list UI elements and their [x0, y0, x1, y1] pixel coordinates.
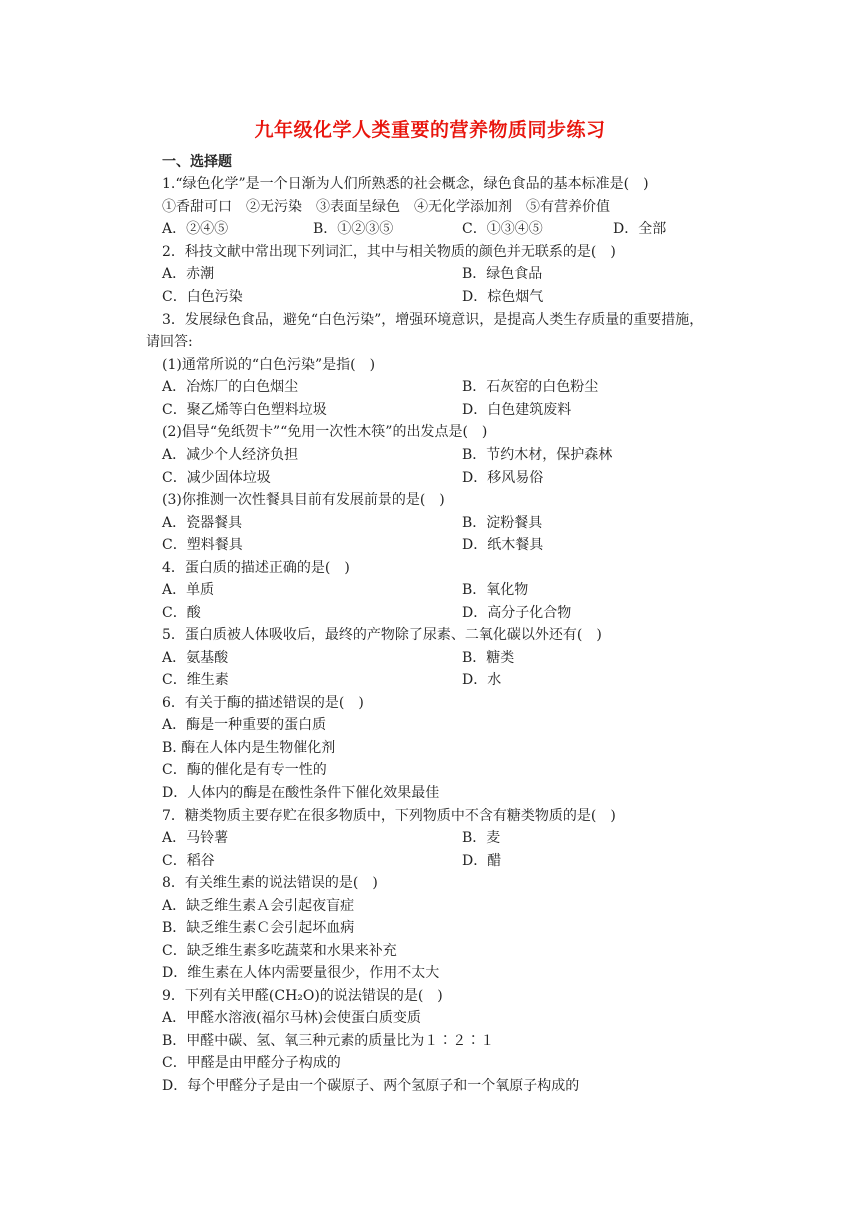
question-3-2-option-d: D．移风易俗 — [462, 470, 544, 486]
question-3-1-option-b: B．石灰窑的白色粉尘 — [462, 379, 599, 395]
question-4-stem: 4．蛋白质的描述正确的是( ) — [162, 560, 350, 576]
question-3-part-3: (3)你推测一次性餐具目前有发展前景的是( ) — [162, 492, 445, 508]
question-6-option-b: B. 酶在人体内是生物催化剂 — [162, 740, 336, 756]
question-3-3-option-a: A．瓷器餐具 — [162, 515, 243, 531]
question-5-option-d: D．水 — [462, 672, 502, 688]
question-9-option-c: C．甲醛是由甲醛分子构成的 — [162, 1055, 341, 1071]
question-5-option-c: C．维生素 — [162, 672, 229, 688]
question-1-option-c: C．①③④⑤ — [462, 221, 543, 237]
question-6-stem: 6．有关于酶的描述错误的是( ) — [162, 695, 364, 711]
question-6-option-d: D．人体内的酶是在酸性条件下催化效果最佳 — [162, 785, 440, 801]
question-1-option-b: B．①②③⑤ — [313, 221, 394, 237]
question-3-part-1: (1)通常所说的“白色污染”是指( ) — [162, 357, 376, 373]
question-1-list: ①香甜可口 ②无污染 ③表面呈绿色 ④无化学添加剂 ⑤有营养价值 — [162, 199, 610, 215]
section-heading: 一、选择题 — [162, 154, 232, 170]
question-8-option-a: A．缺乏维生素Ａ会引起夜盲症 — [162, 898, 355, 914]
question-1-option-d: D．全部 — [613, 221, 667, 237]
question-3-2-option-c: C．减少固体垃圾 — [162, 470, 271, 486]
question-7-stem: 7．糖类物质主要存贮在很多物质中，下列物质中不含有糖类物质的是( ) — [162, 808, 616, 824]
question-1-option-a: A．②④⑤ — [162, 221, 229, 237]
question-5-option-b: B．糖类 — [462, 650, 515, 666]
question-3-2-option-b: B．节约木材，保护森林 — [462, 447, 613, 463]
question-3-3-option-d: D．纸木餐具 — [462, 537, 544, 553]
question-9-option-d: D．每个甲醛分子是由一个碳原子、两个氢原子和一个氧原子构成的 — [162, 1078, 580, 1094]
question-9-stem: 9．下列有关甲醛(CH₂O)的说法错误的是( ) — [162, 988, 443, 1004]
question-3-stem: 3．发展绿色食品，避免“白色污染”，增强环境意识，是提高人类生存质量的重要措施， — [162, 312, 704, 328]
question-2-option-b: B．绿色食品 — [462, 266, 543, 282]
question-7-option-c: C．稻谷 — [162, 853, 215, 869]
question-4-option-c: C．酸 — [162, 605, 201, 621]
question-2-option-c: C．白色污染 — [162, 289, 243, 305]
question-4-option-a: A．单质 — [162, 582, 215, 598]
question-8-stem: 8．有关维生素的说法错误的是( ) — [162, 875, 378, 891]
question-3-part-2: (2)倡导“免纸贺卡”“免用一次性木筷”的出发点是( ) — [162, 424, 488, 440]
question-6-option-c: C．酶的催化是有专一性的 — [162, 762, 327, 778]
question-9-option-a: A．甲醛水溶液(福尔马林)会使蛋白质变质 — [162, 1010, 422, 1026]
question-6-option-a: A．酶是一种重要的蛋白质 — [162, 717, 327, 733]
question-3-1-option-a: A．冶炼厂的白色烟尘 — [162, 379, 299, 395]
question-8-option-b: B．缺乏维生素Ｃ会引起坏血病 — [162, 920, 355, 936]
question-2-stem: 2．科技文献中常出现下列词汇，其中与相关物质的颜色并无联系的是( ) — [162, 244, 616, 260]
question-3-3-option-b: B．淀粉餐具 — [462, 515, 543, 531]
question-2-option-d: D．棕色烟气 — [462, 289, 544, 305]
question-2-option-a: A．赤潮 — [162, 266, 215, 282]
question-8-option-c: C．缺乏维生素多吃蔬菜和水果来补充 — [162, 943, 397, 959]
question-4-option-d: D．高分子化合物 — [462, 605, 572, 621]
question-7-option-d: D．醋 — [462, 853, 502, 869]
question-5-option-a: A．氨基酸 — [162, 650, 229, 666]
question-4-option-b: B．氧化物 — [462, 582, 529, 598]
question-5-stem: 5．蛋白质被人体吸收后，最终的产物除了尿素、二氧化碳以外还有( ) — [162, 627, 602, 643]
question-7-option-a: A．马铃薯 — [162, 830, 229, 846]
page-title: 九年级化学人类重要的营养物质同步练习 — [254, 119, 606, 141]
question-3-3-option-c: C．塑料餐具 — [162, 537, 243, 553]
question-9-option-b: B．甲醛中碳、氢、氧三种元素的质量比为１∶２∶１ — [162, 1033, 495, 1049]
question-3-1-option-d: D．白色建筑废料 — [462, 402, 572, 418]
question-7-option-b: B．麦 — [462, 830, 501, 846]
question-3-stem-cont: 请回答: — [146, 334, 193, 350]
question-8-option-d: D．维生素在人体内需要量很少，作用不太大 — [162, 965, 440, 981]
question-3-2-option-a: A．减少个人经济负担 — [162, 447, 299, 463]
question-1-stem: 1.“绿色化学”是一个日渐为人们所熟悉的社会概念，绿色食品的基本标准是( ) — [162, 176, 649, 192]
question-3-1-option-c: C．聚乙烯等白色塑料垃圾 — [162, 402, 327, 418]
